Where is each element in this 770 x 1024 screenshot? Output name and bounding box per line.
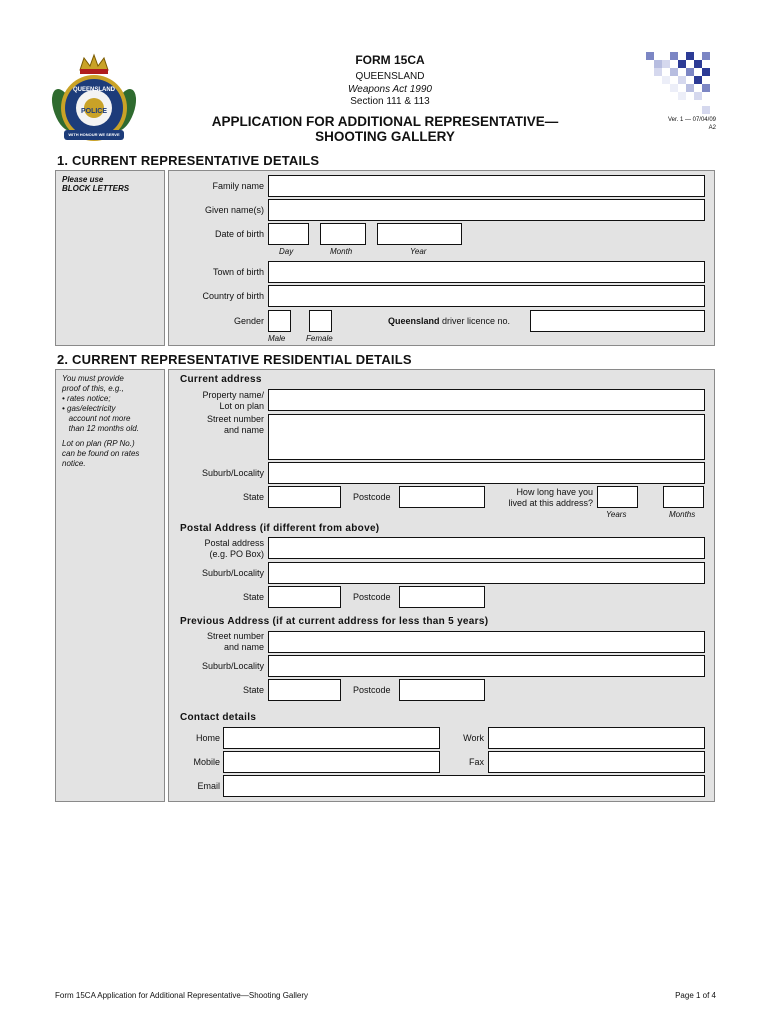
family-name-label: Family name: [212, 181, 264, 191]
version-code: A2: [708, 125, 716, 131]
proof-note: [62, 374, 139, 434]
gender-female-caption: Female: [306, 334, 333, 343]
previous-street-input[interactable]: [268, 631, 705, 653]
section2-title: 2. CURRENT REPRESENTATIVE RESIDENTIAL DETAILS: [57, 352, 412, 367]
previous-suburb-label: Suburb/Locality: [201, 661, 264, 671]
previous-postcode-input[interactable]: [399, 679, 485, 701]
town-of-birth-input[interactable]: [268, 261, 705, 283]
work-phone-input[interactable]: [488, 727, 705, 749]
proof-note-line: account not more: [62, 414, 131, 423]
logo-text-bottom: WITH HONOUR WE SERVE: [68, 132, 120, 137]
postal-state-input[interactable]: [268, 586, 341, 608]
previous-state-input[interactable]: [268, 679, 341, 701]
form-number: FORM 15CA: [355, 53, 425, 67]
dob-month-caption: Month: [330, 247, 353, 256]
act-name: Weapons Act 1990: [348, 84, 432, 95]
rp-note-line: Lot on plan (RP No.): [62, 439, 135, 448]
dob-day-input[interactable]: [268, 223, 309, 245]
version-text: Ver. 1 — 07/04/09: [667, 117, 716, 123]
postcode-label: Postcode: [353, 492, 391, 502]
country-of-birth-label: Country of birth: [202, 291, 264, 301]
home-phone-label: Home: [195, 733, 220, 743]
gender-female-checkbox[interactable]: [309, 310, 332, 332]
postal-label-2: (e.g. PO Box): [209, 549, 264, 559]
current-address-heading: Current address: [180, 374, 262, 385]
section1-side-panel: [55, 170, 165, 346]
street-input[interactable]: [268, 414, 705, 460]
footer-form-title: Form 15CA Application for Additional Representative—Shooting Gallery: [55, 991, 309, 1000]
block-letters-note-1: Please use: [62, 175, 104, 184]
gender-male-caption: Male: [268, 334, 286, 343]
dob-label: Date of birth: [214, 229, 264, 239]
property-name-input[interactable]: [268, 389, 705, 411]
proof-note-line: • gas/electricity: [62, 404, 116, 413]
gender-label: Gender: [233, 316, 264, 326]
footer-page-number: Page 1 of 4: [675, 991, 716, 1000]
logo-text-mid: POLICE: [80, 108, 108, 115]
postal-suburb-label: Suburb/Locality: [201, 568, 264, 578]
dob-month-input[interactable]: [320, 223, 366, 245]
country-of-birth-input[interactable]: [268, 285, 705, 307]
page-title-line2: SHOOTING GALLERY: [315, 129, 455, 144]
proof-note-line: than 12 months old.: [62, 424, 139, 433]
page-title-line1: APPLICATION FOR ADDITIONAL REPRESENTATIVE—: [211, 114, 559, 129]
property-name-label-1: Property name/: [202, 390, 264, 400]
proof-note-line: You must provide: [62, 374, 124, 383]
licence-input[interactable]: [530, 310, 705, 332]
street-label-1: Street number: [206, 414, 264, 424]
how-long-label-2: lived at this address?: [508, 498, 593, 508]
mobile-input[interactable]: [223, 751, 440, 773]
given-names-input[interactable]: [268, 199, 705, 221]
email-input[interactable]: [223, 775, 705, 797]
property-name-label-2: Lot on plan: [219, 401, 264, 411]
street-label-2: and name: [223, 425, 264, 435]
state-input[interactable]: [268, 486, 341, 508]
contact-details-heading: Contact details: [180, 712, 257, 723]
proof-note-line: proof of this, e.g.,: [62, 384, 124, 393]
licence-label-bold: Queensland: [388, 316, 440, 326]
email-label: Email: [197, 781, 220, 791]
rp-note-line: can be found on rates: [62, 449, 140, 458]
logo-text-top: QUEENSLAND: [72, 87, 115, 93]
postal-state-label: State: [242, 592, 264, 602]
dob-year-caption: Year: [410, 247, 427, 256]
block-letters-note-2: BLOCK LETTERS: [62, 184, 130, 193]
years-input[interactable]: [597, 486, 638, 508]
town-of-birth-label: Town of birth: [212, 267, 264, 277]
mobile-label: Mobile: [193, 757, 220, 767]
proof-note-line: • rates notice;: [62, 394, 111, 403]
previous-suburb-input[interactable]: [268, 655, 705, 677]
postal-address-input[interactable]: [268, 537, 705, 559]
work-phone-label: Work: [463, 733, 484, 743]
family-name-input[interactable]: [268, 175, 705, 197]
section-ref: Section 111 & 113: [350, 96, 430, 107]
months-caption: Months: [669, 510, 696, 519]
dob-year-input[interactable]: [377, 223, 462, 245]
fax-input[interactable]: [488, 751, 705, 773]
gender-male-checkbox[interactable]: [268, 310, 291, 332]
checker-logo: [640, 50, 716, 116]
previous-postcode-label: Postcode: [353, 685, 391, 695]
how-long-label-1: How long have you: [516, 487, 593, 497]
previous-street-label-2: and name: [223, 642, 264, 652]
licence-label: [388, 316, 510, 327]
rp-note: [62, 439, 139, 469]
dob-day-caption: Day: [279, 247, 294, 256]
postal-suburb-input[interactable]: [268, 562, 705, 584]
postal-address-heading: Postal Address (if different from above): [180, 523, 380, 534]
postal-label-1: Postal address: [204, 538, 264, 548]
postcode-input[interactable]: [399, 486, 485, 508]
postal-postcode-input[interactable]: [399, 586, 485, 608]
postal-postcode-label: Postcode: [353, 592, 391, 602]
state-label: State: [242, 492, 264, 502]
months-input[interactable]: [663, 486, 704, 508]
rp-note-line: notice.: [62, 459, 86, 468]
given-names-label: Given name(s): [204, 205, 264, 215]
fax-label: Fax: [468, 757, 484, 767]
suburb-label: Suburb/Locality: [201, 468, 264, 478]
home-phone-input[interactable]: [223, 727, 440, 749]
years-caption: Years: [606, 510, 627, 519]
previous-state-label: State: [242, 685, 264, 695]
state-name: QUEENSLAND: [355, 71, 425, 82]
previous-address-heading: Previous Address (if at current address for less than 5 years): [180, 616, 489, 627]
suburb-input[interactable]: [268, 462, 705, 484]
section1-title: 1. CURRENT REPRESENTATIVE DETAILS: [57, 153, 320, 168]
previous-street-label-1: Street number: [206, 631, 264, 641]
licence-label-rest: driver licence no.: [439, 316, 511, 326]
